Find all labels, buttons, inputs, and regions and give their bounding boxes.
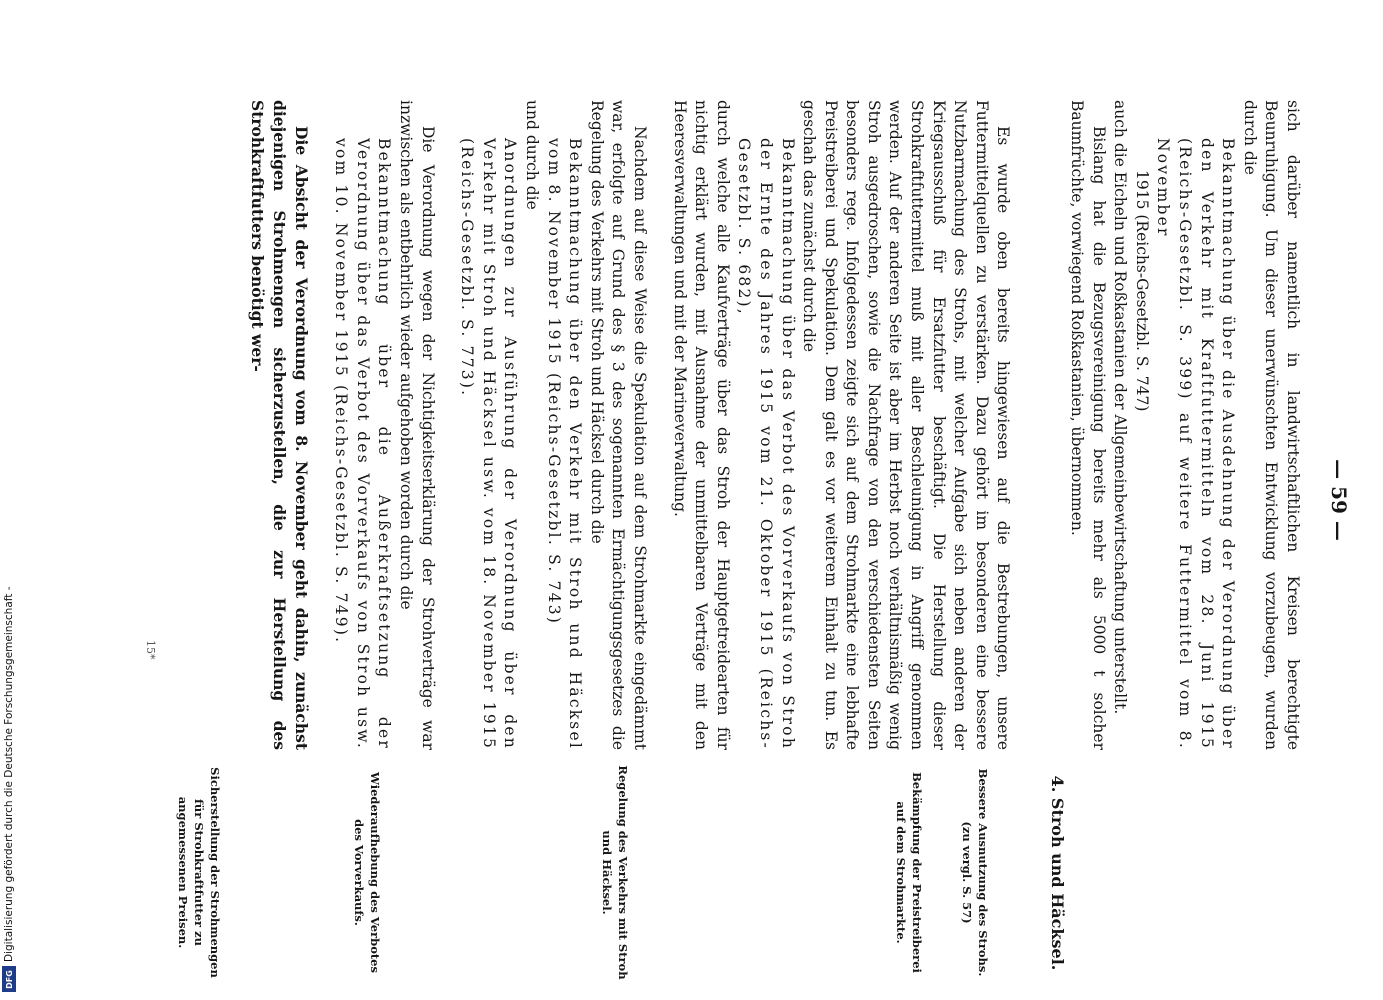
section4-paragraph-2: durch welche alle Kaufverträge über das Stroh der Hauptgetreidearten für nichtig erklärt wurden, mit Ausnahme der unmittelbaren Verträge mit den Heeresverwaltungen und mit der Marineverwaltung. <box>670 100 732 750</box>
citation-verkehr-stroh: Bekanntmachung über den Verkehr mit Stroh und Häcksel vom 8. November 1915 (Reichs-Gesetzbl. S. 743) <box>544 138 585 750</box>
citation-futtermittel: Bekanntmachung über die Ausdehnung der Verordnung über den Verkehr mit Kraftfuttermitteln vom 28. Juni 1915 (Reichs-Gesetzbl. S. 399) auf weitere Futtermittel vom 8. November <box>1154 138 1238 750</box>
section4-paragraph-6: Die Absicht der Verordnung vom 8. November geht dahin, zunächst diejenigen Strohmengen sicherzustellen, die zur Herstellung des Strohkraftfutters benötigt wer- <box>248 100 311 750</box>
section4-paragraph-3: Nachdem auf diese Weise die Spekulation auf dem Strohmarkte eingedämmt war, erfolgte auf Grund des § 3 des sogenannten Ermächtigungsgesetzes die Regelung des Verkehrs mit Stroh und Häcksel durch die <box>587 100 649 750</box>
intro-paragraph-1: sich darüber namentlich in landwirtschaftlichen Kreisen berechtigte Beunruhigung. Um dieser unerwünschten Entwicklung vorzubeugen, wurden durch die <box>1240 100 1302 750</box>
signature-mark: 15* <box>144 640 157 660</box>
margin-note-regelung: Regelung des Verkehrs mit Stroh und Häcksel. <box>600 765 630 980</box>
section4-paragraph-4: und durch die <box>523 100 541 210</box>
section-heading-stroh: 4. Stroh und Häcksel. <box>1048 775 1067 971</box>
intro-paragraph-2: auch die Eicheln und Roßkastanien der Allgemeinbewirtschaftung unterstellt. <box>1111 100 1130 715</box>
main-text-column <box>247 100 1303 750</box>
margin-note-nutzung: Bessere Ausnutzung des Strohs. (zu vergl. S. 57) <box>960 768 990 977</box>
intro-paragraph-3: Bislang hat die Bezugsvereinigung bereits mehr als 5000 t solcher Baumfrüchte, vorwiegend Roßkastanien, übernommen. <box>1068 100 1108 750</box>
citation-ausserkraftsetzung: Bekanntmachung über die Außerkraftsetzung der Verordnung über das Verbot des Vorverkaufs von Stroh usw. vom 10. November 1915 (Reichs-Gesetzbl. S. 749). <box>332 138 394 750</box>
margin-note-wiederaufhebung: Wiederaufhebung des Verbotes des Vorverkaufs. <box>352 772 382 973</box>
footer-text: Digitalisierung gefördert durch die Deutsche Forschungsgemeinschaft - <box>3 586 15 962</box>
digitization-footer <box>0 0 18 1000</box>
section4-paragraph-1: Es wurde oben bereits hingewiesen auf die Bestrebungen, unsere Futtermittelquellen zu verstärken. Dazu gehört im besonderen eine bessere Nutzbarmachung des Strohs, mit welcher Aufgabe sich neben anderen der Kriegsausschuß für Ersatzfutter beschäftigt. Die Herstellung dieser Strohkraftfuttermittel muß mit aller Beschleunigung in Angriff genommen werden. Auf der anderen Seite ist aber im Herbst noch verhältnismäßig wenig Stroh ausgedroschen, sowie die Nachfrage von den verschiedensten Seiten besonders rege. Infolgedessen zeigte sich auf dem Strohmarkte eine lebhafte Preistreiberei und Spekulation. Dem galt es vor weiterem Einhalt zu tun. Es geschah das zunächst durch die <box>800 100 1013 750</box>
section4-paragraph-5: Die Verordnung wegen der Nichtigkeitserklärung der Strohverträge war inzwischen als entbehrlich wieder aufgehoben worden durch die <box>397 100 437 750</box>
citation-anordnungen: Anordnungen zur Ausführung der Verordnung über den Verkehr mit Stroh und Häcksel usw. vom 18. November 1915 (Reichs-Gesetzbl. S. 773). <box>458 138 520 750</box>
dfg-logo-icon: DFG <box>2 966 16 992</box>
margin-note-sicherstellung: Sicherstellung der Strohmengen für Strohkraftfutter zu angemessenen Preisen. <box>176 767 222 978</box>
page-number: — 59 — <box>1327 459 1351 541</box>
citation-futtermittel-date: 1915 (Reichs-Gesetzbl. S. 747) <box>1132 170 1151 412</box>
margin-note-preistreiberei: Bekämpfung der Preistreiberei auf dem Strohmarkte. <box>894 772 924 973</box>
citation-vorverkauf: Bekanntmachung über das Verbot des Vorverkaufs von Stroh der Ernte des Jahres 1915 vom 21. Oktober 1915 (Reichs-Gesetzbl. S. 682), <box>735 138 797 750</box>
